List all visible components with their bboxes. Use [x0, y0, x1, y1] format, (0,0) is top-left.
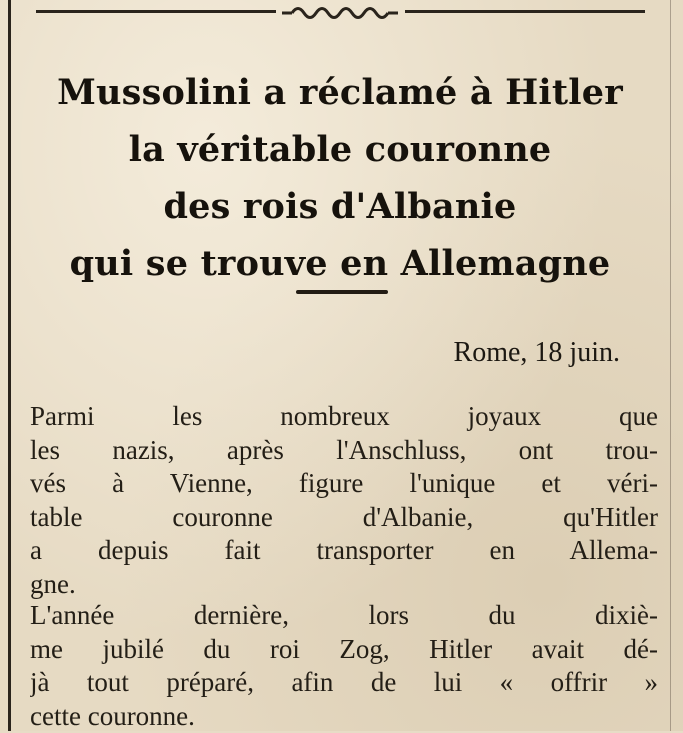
text-line: table couronne d'Albanie, qu'Hitler	[30, 501, 658, 535]
text-line: vés à Vienne, figure l'unique et véri-	[30, 467, 658, 501]
top-rule-right	[405, 10, 645, 13]
paragraph-2	[30, 599, 658, 733]
top-rule-left	[36, 10, 276, 13]
headline-line: qui se trouve en Allemagne	[20, 235, 660, 292]
text-line: L'année dernière, lors du dixiè-	[30, 599, 658, 633]
text-line: me jubilé du roi Zog, Hitler avait dé-	[30, 633, 658, 667]
headline-separator	[296, 290, 388, 294]
headline	[20, 64, 660, 292]
headline-line: des rois d'Albanie	[20, 178, 660, 235]
text-line: cette couronne.	[30, 700, 658, 733]
ornament-scroll-icon	[280, 2, 400, 20]
column-rule-left	[8, 0, 11, 731]
text-line: jà tout préparé, afin de lui « offrir »	[30, 666, 658, 700]
text-line: gne.	[30, 568, 658, 602]
headline-line: la véritable couronne	[20, 121, 660, 178]
headline-line: Mussolini a réclamé à Hitler	[20, 64, 660, 121]
dateline: Rome, 18 juin.	[300, 335, 620, 371]
column-rule-right	[670, 0, 671, 731]
text-line: Parmi les nombreux joyaux que	[30, 400, 658, 434]
paragraph-1	[30, 400, 658, 601]
text-line: les nazis, après l'Anschluss, ont trou-	[30, 434, 658, 468]
text-line: a depuis fait transporter en Allema-	[30, 534, 658, 568]
